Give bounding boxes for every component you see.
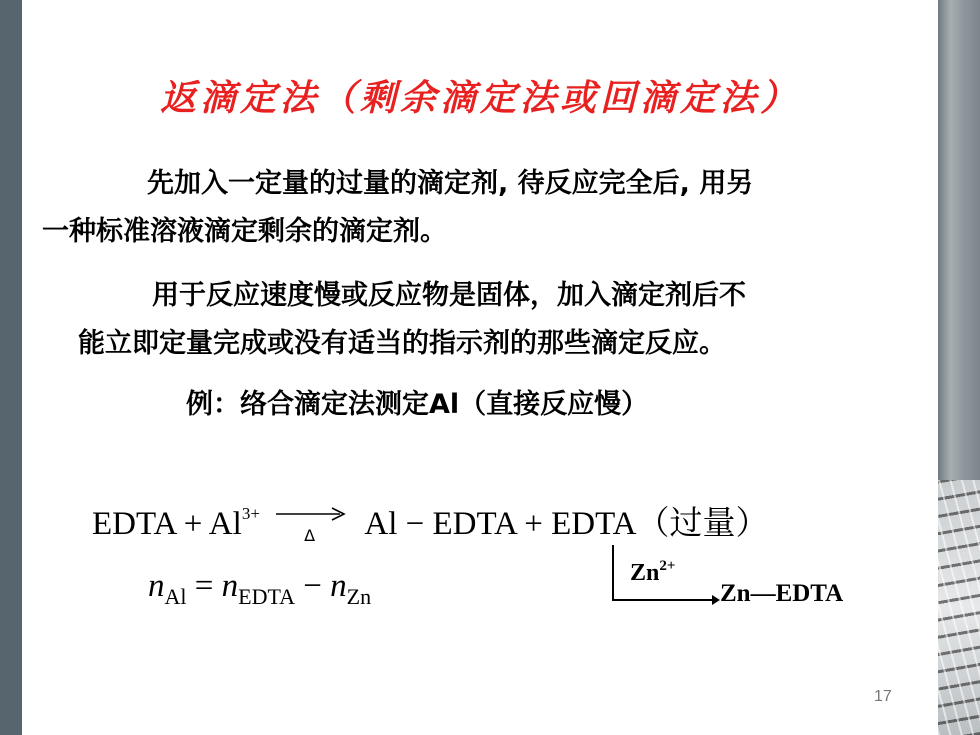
zn-edta-product: Zn—EDTA bbox=[720, 580, 844, 607]
titration-arrow-icon bbox=[612, 589, 722, 605]
equation-rhs: Al − EDTA + EDTA（过量） bbox=[364, 506, 769, 542]
zn-symbol: Zn bbox=[630, 560, 660, 586]
n-symbol-3: n bbox=[330, 568, 347, 604]
reaction-equation bbox=[92, 497, 769, 545]
paragraph-2-line-1: 用于反应速度慢或反应物是固体，加入滴定剂后不 bbox=[152, 280, 746, 311]
paragraph-1-line-1: 先加入一定量的过量的滴定剂, 待反应完全后, 用另 bbox=[147, 168, 754, 199]
minus-sign: − bbox=[295, 568, 331, 604]
reaction-arrow bbox=[274, 504, 350, 545]
decor-pattern bbox=[938, 480, 980, 735]
equation-lhs: EDTA + Al bbox=[92, 506, 242, 542]
equals-sign: = bbox=[186, 568, 222, 604]
left-decor-bar bbox=[0, 0, 22, 735]
sub-edta: EDTA bbox=[238, 584, 296, 609]
example-line: 例：络合滴定法测定Al（直接反应慢） bbox=[186, 389, 649, 420]
right-decor-strip bbox=[938, 0, 980, 735]
paragraph-1-line-2: 一种标准溶液滴定剩余的滴定剂。 bbox=[42, 216, 447, 247]
amount-relation bbox=[148, 568, 372, 609]
paragraph-2-line-2: 能立即定量完成或没有适当的指示剂的那些滴定反应。 bbox=[78, 328, 726, 359]
sub-al: Al bbox=[164, 584, 187, 609]
arrow-condition: Δ bbox=[304, 526, 316, 545]
n-symbol-1: n bbox=[148, 568, 165, 604]
al-charge: 3+ bbox=[241, 504, 260, 523]
n-symbol-2: n bbox=[221, 568, 239, 604]
zn-reagent-label bbox=[630, 560, 675, 587]
slide-title: 返滴定法（剩余滴定法或回滴定法） bbox=[159, 77, 800, 119]
zn-charge: 2+ bbox=[659, 558, 676, 574]
sub-zn: Zn bbox=[346, 584, 372, 609]
page-number: 17 bbox=[874, 688, 892, 705]
